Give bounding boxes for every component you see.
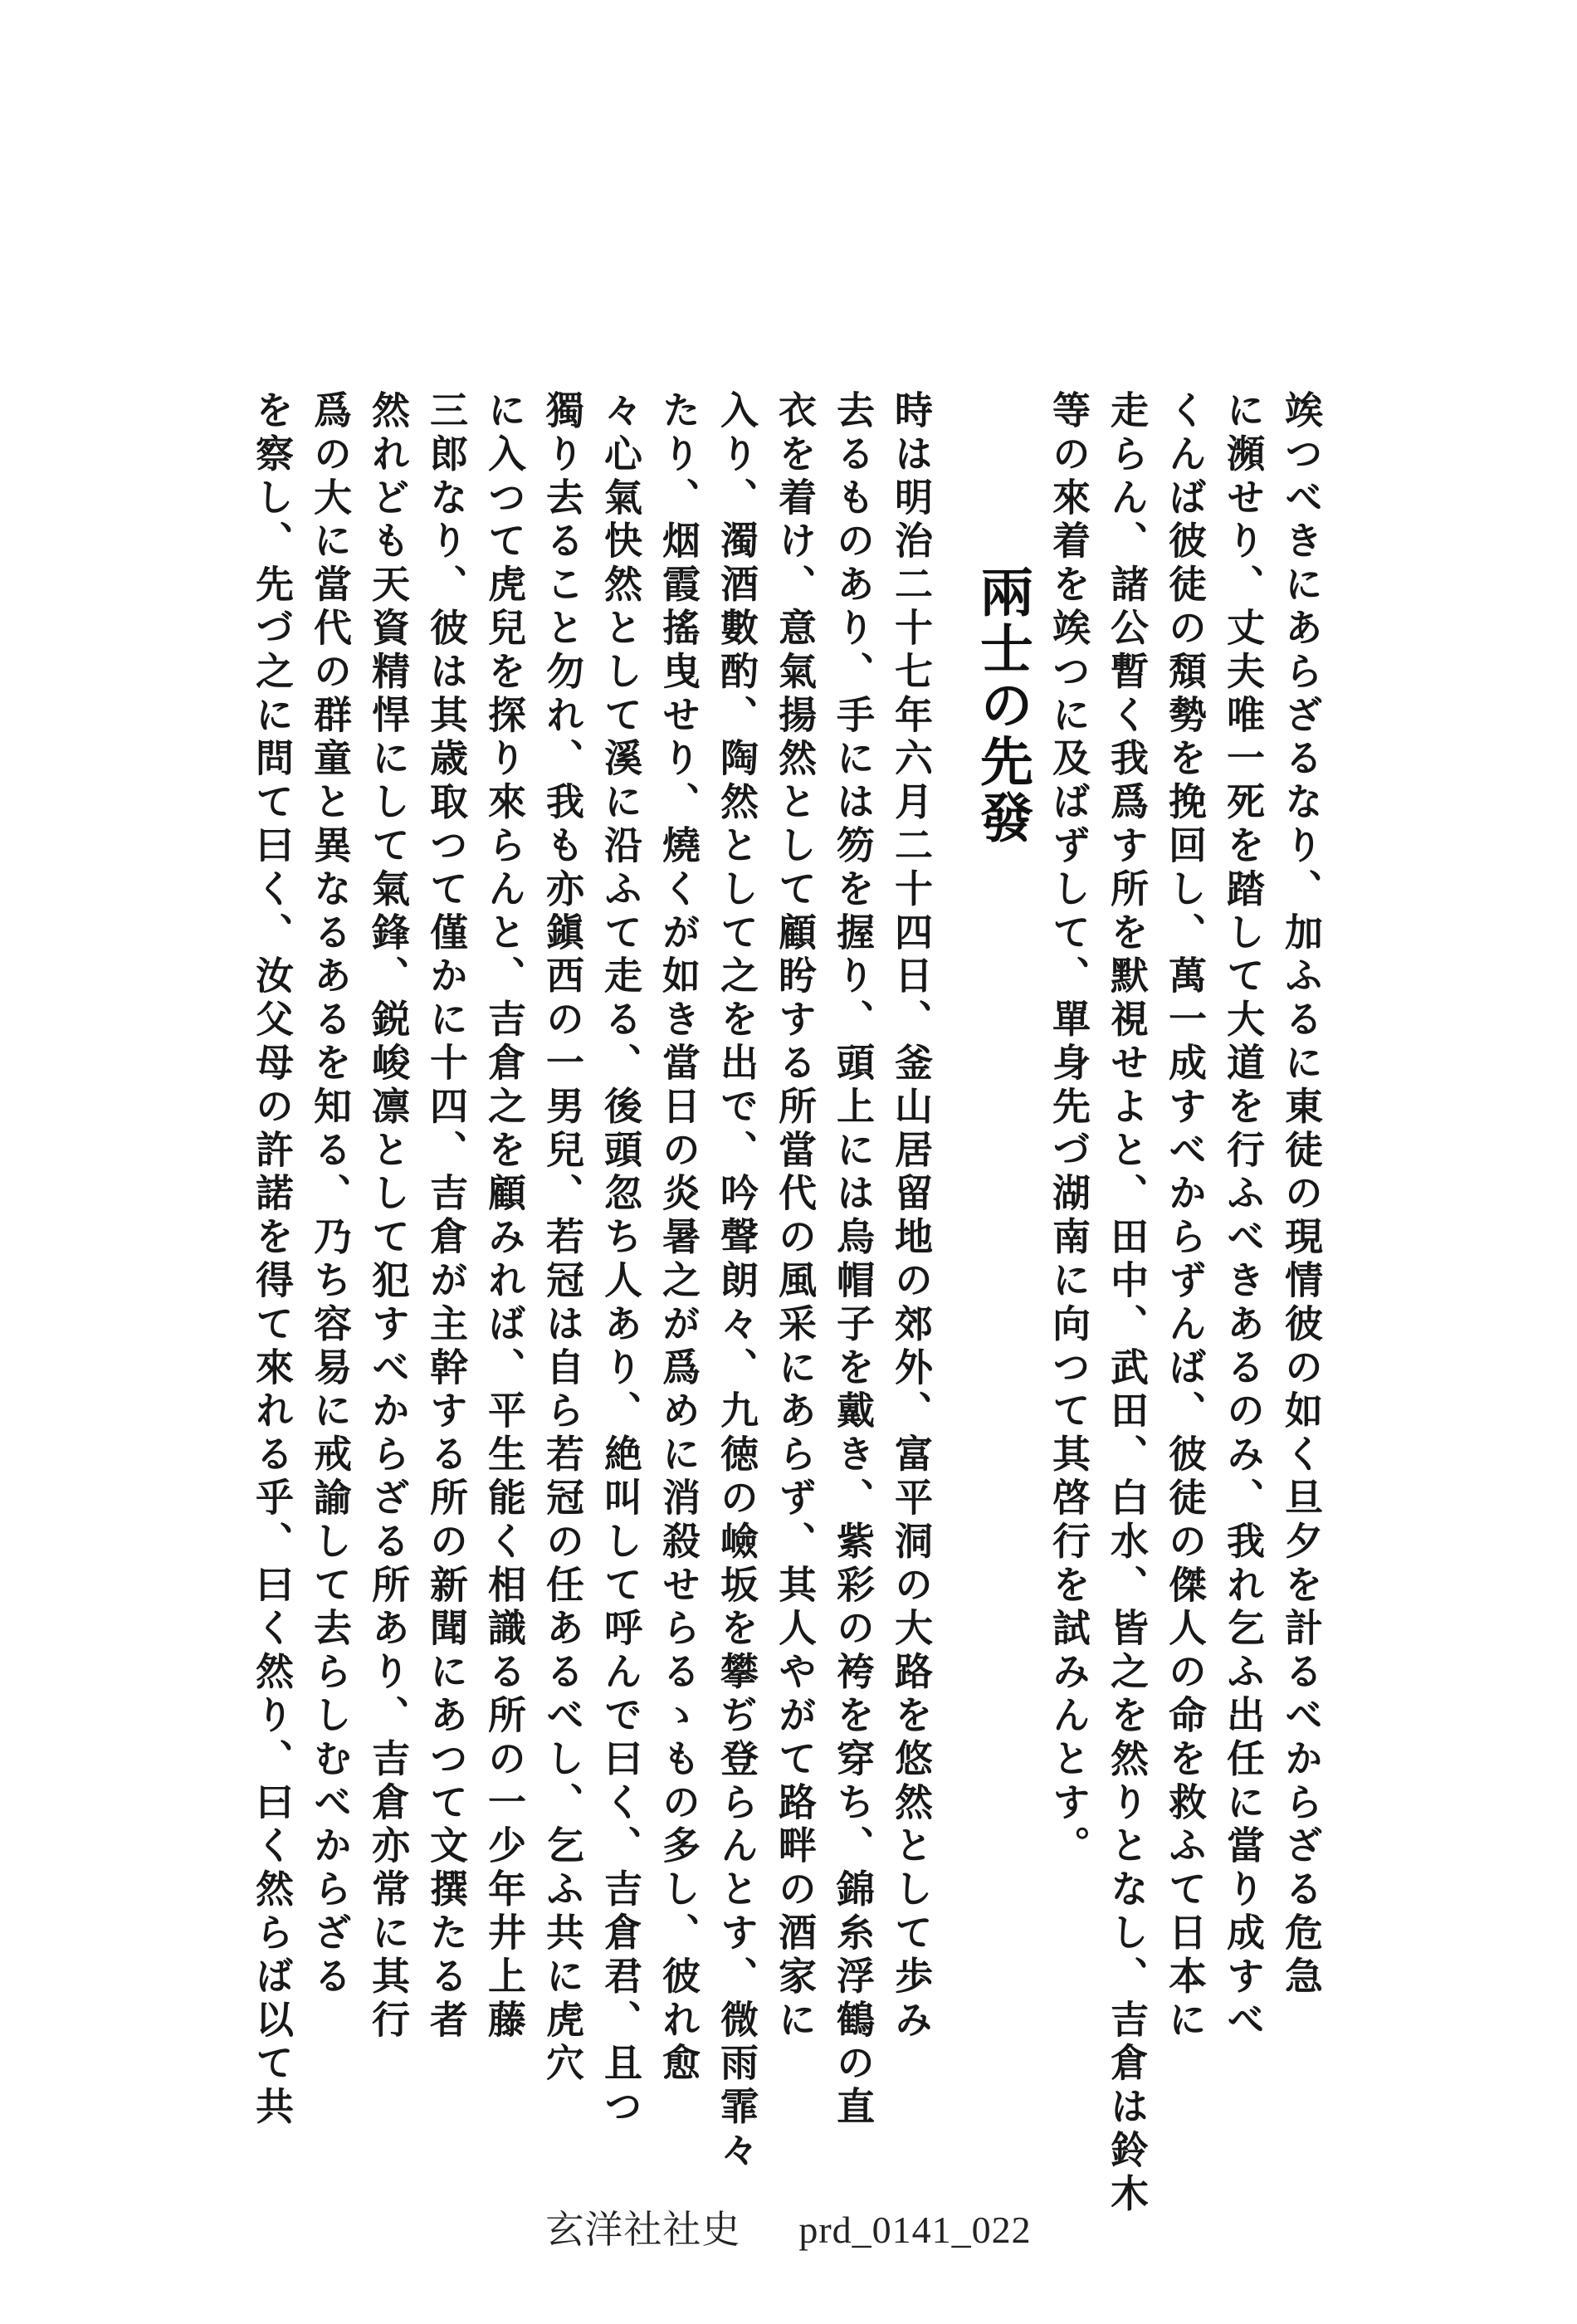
- text-column: 然れども天資精悍にして氣鋒、鋭峻凛として犯すべからざる所あり、吉倉亦常に其行: [366, 390, 411, 2043]
- text-column: 々心氣快然として溪に沿ふて走る、後頭忽ち人あり、絶叫して呼んで曰く、吉倉君、且つ: [598, 390, 643, 2130]
- text-column: 衣を着け、意氣揚然として顧盻する所當代の風采にあらず、其人やがて路畔の酒家に: [773, 390, 818, 2043]
- section-heading: 兩士の先發: [971, 564, 1033, 847]
- footer-title: 玄洋社社史: [545, 2209, 741, 2251]
- text-column: に入つて虎兒を探り來らんと、吉倉之を顧みれば、平生能く相識る所の一少年井上藤: [482, 390, 527, 2043]
- text-column: 竢つべきにあらざるなり、加ふるに東徒の現情彼の如く旦夕を計るべからざる危急: [1279, 390, 1324, 1999]
- text-column: くんば彼徒の頽勢を挽回し、萬一成すべからずんば、彼徒の傑人の命を救ふて日本に: [1163, 390, 1208, 2043]
- vertical-text-block: [250, 390, 1324, 2217]
- text-column: に瀕せり、丈夫唯一死を踏して大道を行ふべきあるのみ、我れ乞ふ出任に當り成すべ: [1221, 390, 1266, 2043]
- text-column: 時は明治二十七年六月二十四日、釜山居留地の郊外、富平洞の大路を悠然として歩み: [889, 390, 934, 2043]
- text-column: 三郎なり、彼は其歳取つて僅かに十四、吉倉が主幹する所の新聞にあつて文撰たる者: [424, 390, 469, 2043]
- footer-page-id: prd_0141_022: [798, 2209, 1032, 2251]
- text-column: 爲の大に當代の群童と異なるあるを知る、乃ち容易に戒諭して去らしむべからざる: [308, 390, 353, 1999]
- text-column: たり、烟霞搖曳せり、燒くが如き當日の炎暑之が爲めに消殺せらるゝもの多し、彼れ愈: [657, 390, 701, 2087]
- text-column: 等の來着を竢つに及ばずして、單身先づ湖南に向つて其啓行を試みんとす。: [1047, 390, 1091, 1869]
- text-column: 走らん、諸公暫く我爲す所を默視せよと、田中、武田、白水、皆之を然りとなし、吉倉は鈴木: [1105, 390, 1150, 2217]
- text-column: を察し、先づ之に問て曰く、汝父母の許諾を得て來れる乎、曰く然り、曰く然らば以て共: [250, 390, 295, 2130]
- text-column: 入り、濁酒數酌、陶然として之を出で、吟聲朗々、九徳の嶮坂を攀ぢ登らんとす、微雨霏々: [715, 390, 759, 2174]
- text-column: 獨り去ること勿れ、我も亦鎭西の一男兒、若冠は自ら若冠の任あるべし、乞ふ共に虎穴: [540, 390, 585, 2087]
- text-column: 去るものあり、手には笏を握り、頭上には烏帽子を戴き、紫彩の袴を穿ち、錦糸浮鶴の直: [831, 390, 876, 2130]
- page-footer: [0, 2200, 1577, 2254]
